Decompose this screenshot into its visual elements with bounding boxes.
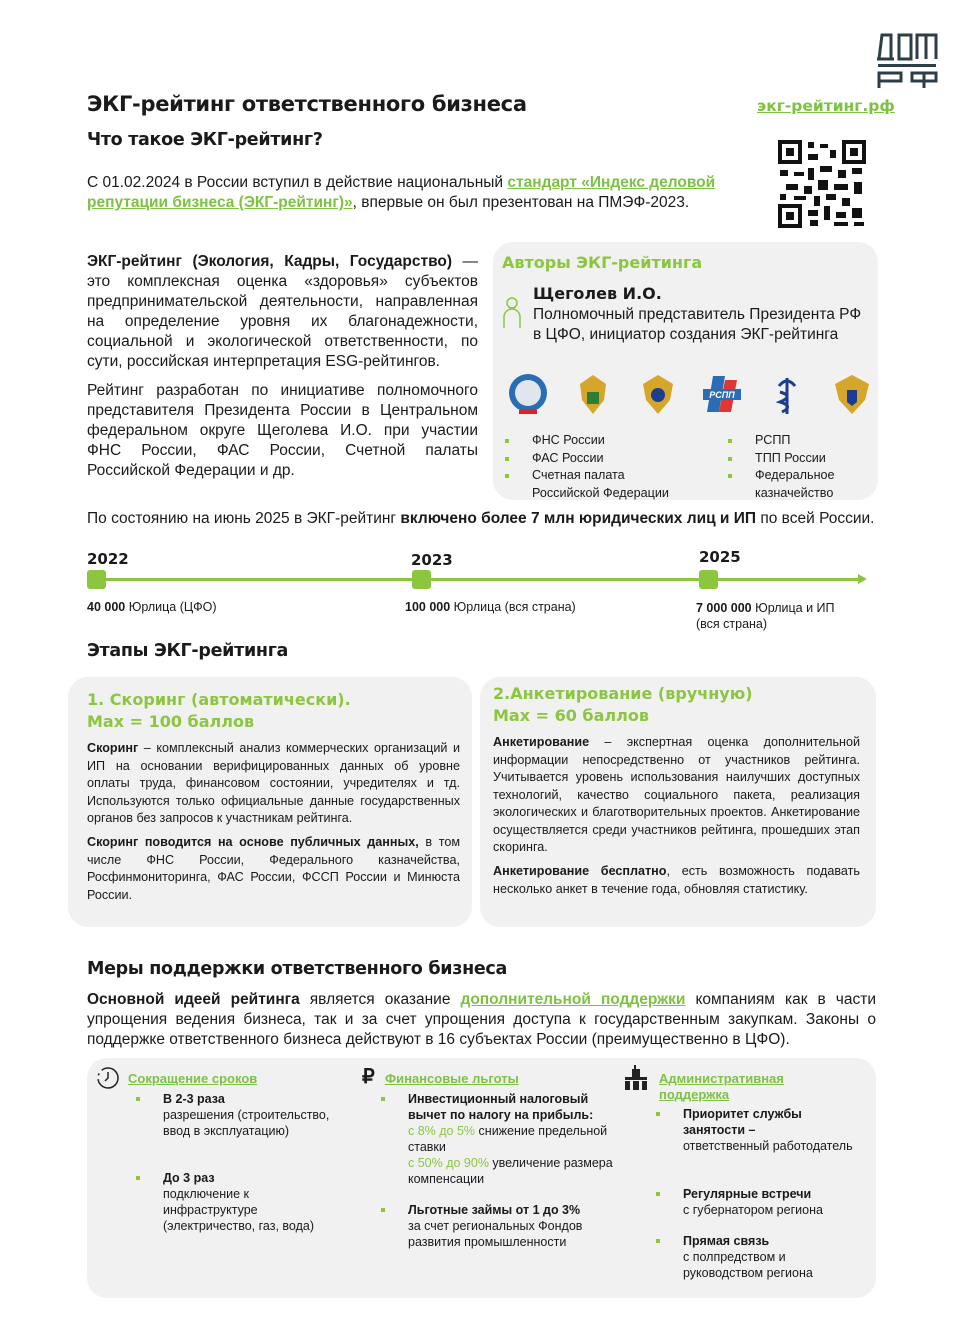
stage-paragraph <box>493 863 860 898</box>
stage-paragraph <box>87 834 460 904</box>
list-item <box>728 450 835 468</box>
text: Юрлица (вся страна) <box>450 600 576 614</box>
text: – комплексный анализ коммерческих организаций и ИП на основании верифицированных данных об уровне оплаты труда, финансовом состоянии, учредителях и тд. Используются только официальные данные государственных органов без запросов к участникам рейтинга. <box>87 741 460 825</box>
text-bold: Регулярные встречи <box>683 1187 812 1201</box>
audit-emblem-icon <box>637 372 679 416</box>
text-bold: Льготные займы от 1 до 3% <box>408 1203 581 1217</box>
text: за счет региональных Фондов развития промышленности <box>408 1219 583 1249</box>
text: является оказание <box>299 991 461 1008</box>
rspp-text: РСПП <box>709 390 736 400</box>
col-title-finance[interactable]: Финансовые льготы <box>385 1071 519 1086</box>
text: ФНС России <box>532 433 605 447</box>
section-title-support: Меры поддержки ответственного бизнеса <box>87 959 508 979</box>
count: 100 000 <box>405 600 451 614</box>
site-link[interactable]: экг-рейтинг.рф <box>757 97 895 115</box>
support-card <box>87 1058 876 1298</box>
timeline-year: 2023 <box>411 551 453 569</box>
list-item <box>163 1091 343 1139</box>
text: компаниям как в части упрощения ведения бизнеса, так и за счет упрощения доступа к государственным закупкам. Законы о поддержке ответственного бизнеса действуют в 16 субъектах России (преимущественно в ЦФО). <box>87 991 877 1048</box>
standard-link[interactable]: стандарт «Индекс деловой репутации бизнеса (ЭКГ-рейтинг)» <box>87 174 716 211</box>
text-bold: Скоринг поводится на основе публичных данных, <box>87 835 419 849</box>
timeline-marker <box>699 570 718 589</box>
text: Юрлица (ЦФО) <box>125 600 217 614</box>
arrow-head-icon <box>858 574 867 584</box>
text: увеличение размера компенсации <box>408 1156 613 1186</box>
clock-icon <box>96 1066 120 1090</box>
tax-emblem-icon <box>572 372 614 416</box>
timeline-label <box>87 599 217 615</box>
authors-list-left <box>505 432 669 502</box>
dom-rf-logo <box>876 31 938 89</box>
stage-title: 1. Скоринг (автоматически). <box>87 690 351 709</box>
count: 7 000 000 <box>696 601 752 615</box>
text: Российской Федерации <box>532 485 669 500</box>
authors-list-right <box>728 432 835 502</box>
timeline-year: 2022 <box>87 550 129 568</box>
qr-code[interactable] <box>778 140 866 228</box>
timeline-label <box>696 600 856 632</box>
text: ответственный работодатель <box>683 1139 853 1153</box>
text: Федеральное <box>755 468 835 482</box>
what-paragraph <box>87 173 759 213</box>
status-paragraph <box>87 509 876 529</box>
text: РСПП <box>755 433 791 447</box>
stage-max: Max = 60 баллов <box>493 706 649 725</box>
text: , впервые он был презентован на ПМЭФ-2023. <box>352 194 690 211</box>
text: По состоянию на июнь 2025 в ЭКГ-рейтинг <box>87 510 401 527</box>
text: по всей России. <box>756 510 875 527</box>
list-item <box>505 432 669 450</box>
list-item <box>408 1202 628 1250</box>
list-item <box>728 432 835 450</box>
text-bold: Анкетирование <box>493 735 590 749</box>
list-item <box>408 1091 628 1187</box>
stage-card-scoring <box>68 677 472 927</box>
ruble-icon: ₽ <box>362 1066 375 1088</box>
stage-paragraph <box>87 740 460 828</box>
text-bold: До 3 раз <box>163 1171 215 1185</box>
text-bold: Прямая связь <box>683 1234 770 1248</box>
stage-max: Max = 100 баллов <box>87 712 255 731</box>
text: Юрлица и ИП (вся страна) <box>696 601 835 631</box>
text: с полпредством и руководством региона <box>683 1250 813 1280</box>
section-title-stages: Этапы ЭКГ-рейтинга <box>87 641 289 661</box>
timeline-line <box>90 578 860 581</box>
text-bold: В 2-3 раза <box>163 1092 225 1106</box>
author-name: Щеголев И.О. <box>533 284 662 303</box>
rspp-logo-icon <box>701 372 743 416</box>
list-item <box>683 1186 853 1218</box>
tpp-emblem-icon <box>766 372 808 416</box>
timeline-marker <box>87 570 106 589</box>
support-link[interactable]: дополнительной поддержки <box>460 991 686 1008</box>
support-paragraph <box>87 990 876 1050</box>
intro-paragraph-1 <box>87 252 478 372</box>
text: в том числе ФНС России, Федерального казначейства, Росфинмониторинга, ФАС России, ФССП России и Минюста России. <box>87 835 460 902</box>
stage-title: 2.Анкетирование (вручную) <box>493 684 753 703</box>
text: – экспертная оценка дополнительной информации непосредственно от участников рейтинга. Учитывается уровень использования наилучших доступных технологий, качество социального пакета, реализация экологических и благотворительных проектов. Анкетирование осуществляется среди участников рейтинга, прошедших этап скоринга. <box>493 735 860 854</box>
government-building-icon <box>623 1065 649 1091</box>
timeline-year: 2025 <box>699 548 741 566</box>
count: 40 000 <box>87 600 126 614</box>
authors-card <box>493 242 878 500</box>
authors-title: Авторы ЭКГ-рейтинга <box>502 253 703 272</box>
section-title-what: Что такое ЭКГ-рейтинг? <box>87 130 323 150</box>
list-item <box>728 467 835 502</box>
text-bold: включено более 7 млн юридических лиц и ИП <box>400 510 757 527</box>
text-bold: Основной идеей рейтинга <box>87 991 300 1008</box>
text: , есть возможность подавать несколько анкет в течение года, обновляя статистику. <box>493 864 860 896</box>
col-title-deadlines[interactable]: Сокращение сроков <box>128 1071 258 1086</box>
col-title-admin[interactable]: Административная поддержка <box>659 1071 784 1102</box>
text-bold: Скоринг <box>87 741 139 755</box>
author-role: Полномочный представитель Президента РФ в ЦФО, инициатор создания ЭКГ-рейтинга <box>533 306 862 343</box>
list-item <box>505 467 669 502</box>
text: ТПП России <box>755 450 826 465</box>
text: снижение предельной ставки <box>408 1124 608 1154</box>
list-item <box>683 1233 853 1281</box>
treasury-emblem-icon <box>831 372 873 416</box>
stage-card-survey <box>480 677 876 927</box>
timeline-marker <box>412 570 431 589</box>
text: подключение к инфраструктуре (электричество, газ, вода) <box>163 1187 314 1233</box>
text: ФАС России <box>532 450 604 465</box>
fns-emblem-icon <box>507 372 549 416</box>
text-bold: Анкетирование бесплатно <box>493 864 667 878</box>
text-green: с 50% до 90% <box>408 1156 489 1170</box>
timeline-label <box>405 599 576 615</box>
text: казначейство <box>755 485 834 500</box>
text-green: с 8% до 5% <box>408 1124 476 1138</box>
text-bold: Приоритет службы занятости – <box>683 1107 802 1137</box>
stage-paragraph <box>493 734 860 857</box>
page-title: ЭКГ-рейтинг ответственного бизнеса <box>87 92 527 116</box>
text: с губернатором региона <box>683 1203 823 1217</box>
text: — это комплексная оценка «здоровья» субъектов предпринимательской деятельности, направленная на определение уровня их благонадежности, социальной и экологической ответственности, по сути, российская интерпретация ESG-рейтингов. <box>87 253 479 370</box>
text: разрешения (строительство, ввод в эксплуатацию) <box>163 1108 330 1138</box>
person-icon <box>502 297 522 329</box>
text-bold: ЭКГ-рейтинг (Экология, Кадры, Государство) <box>87 253 453 270</box>
text: С 01.02.2024 в России вступил в действие национальный <box>87 174 508 191</box>
text: Счетная палата <box>532 468 625 482</box>
list-item <box>683 1106 853 1154</box>
text-bold: Инвестиционный налоговый вычет по налогу на прибыль: <box>408 1092 594 1122</box>
list-item <box>163 1170 343 1234</box>
list-item <box>505 450 669 468</box>
intro-paragraph-2: Рейтинг разработан по инициативе полномочного представителя Президента России в Центральном федеральном округе Щеголева И.О. при участии ФНС России, ФАС России, Счетной палаты Российской Федерации и др. <box>87 382 478 479</box>
